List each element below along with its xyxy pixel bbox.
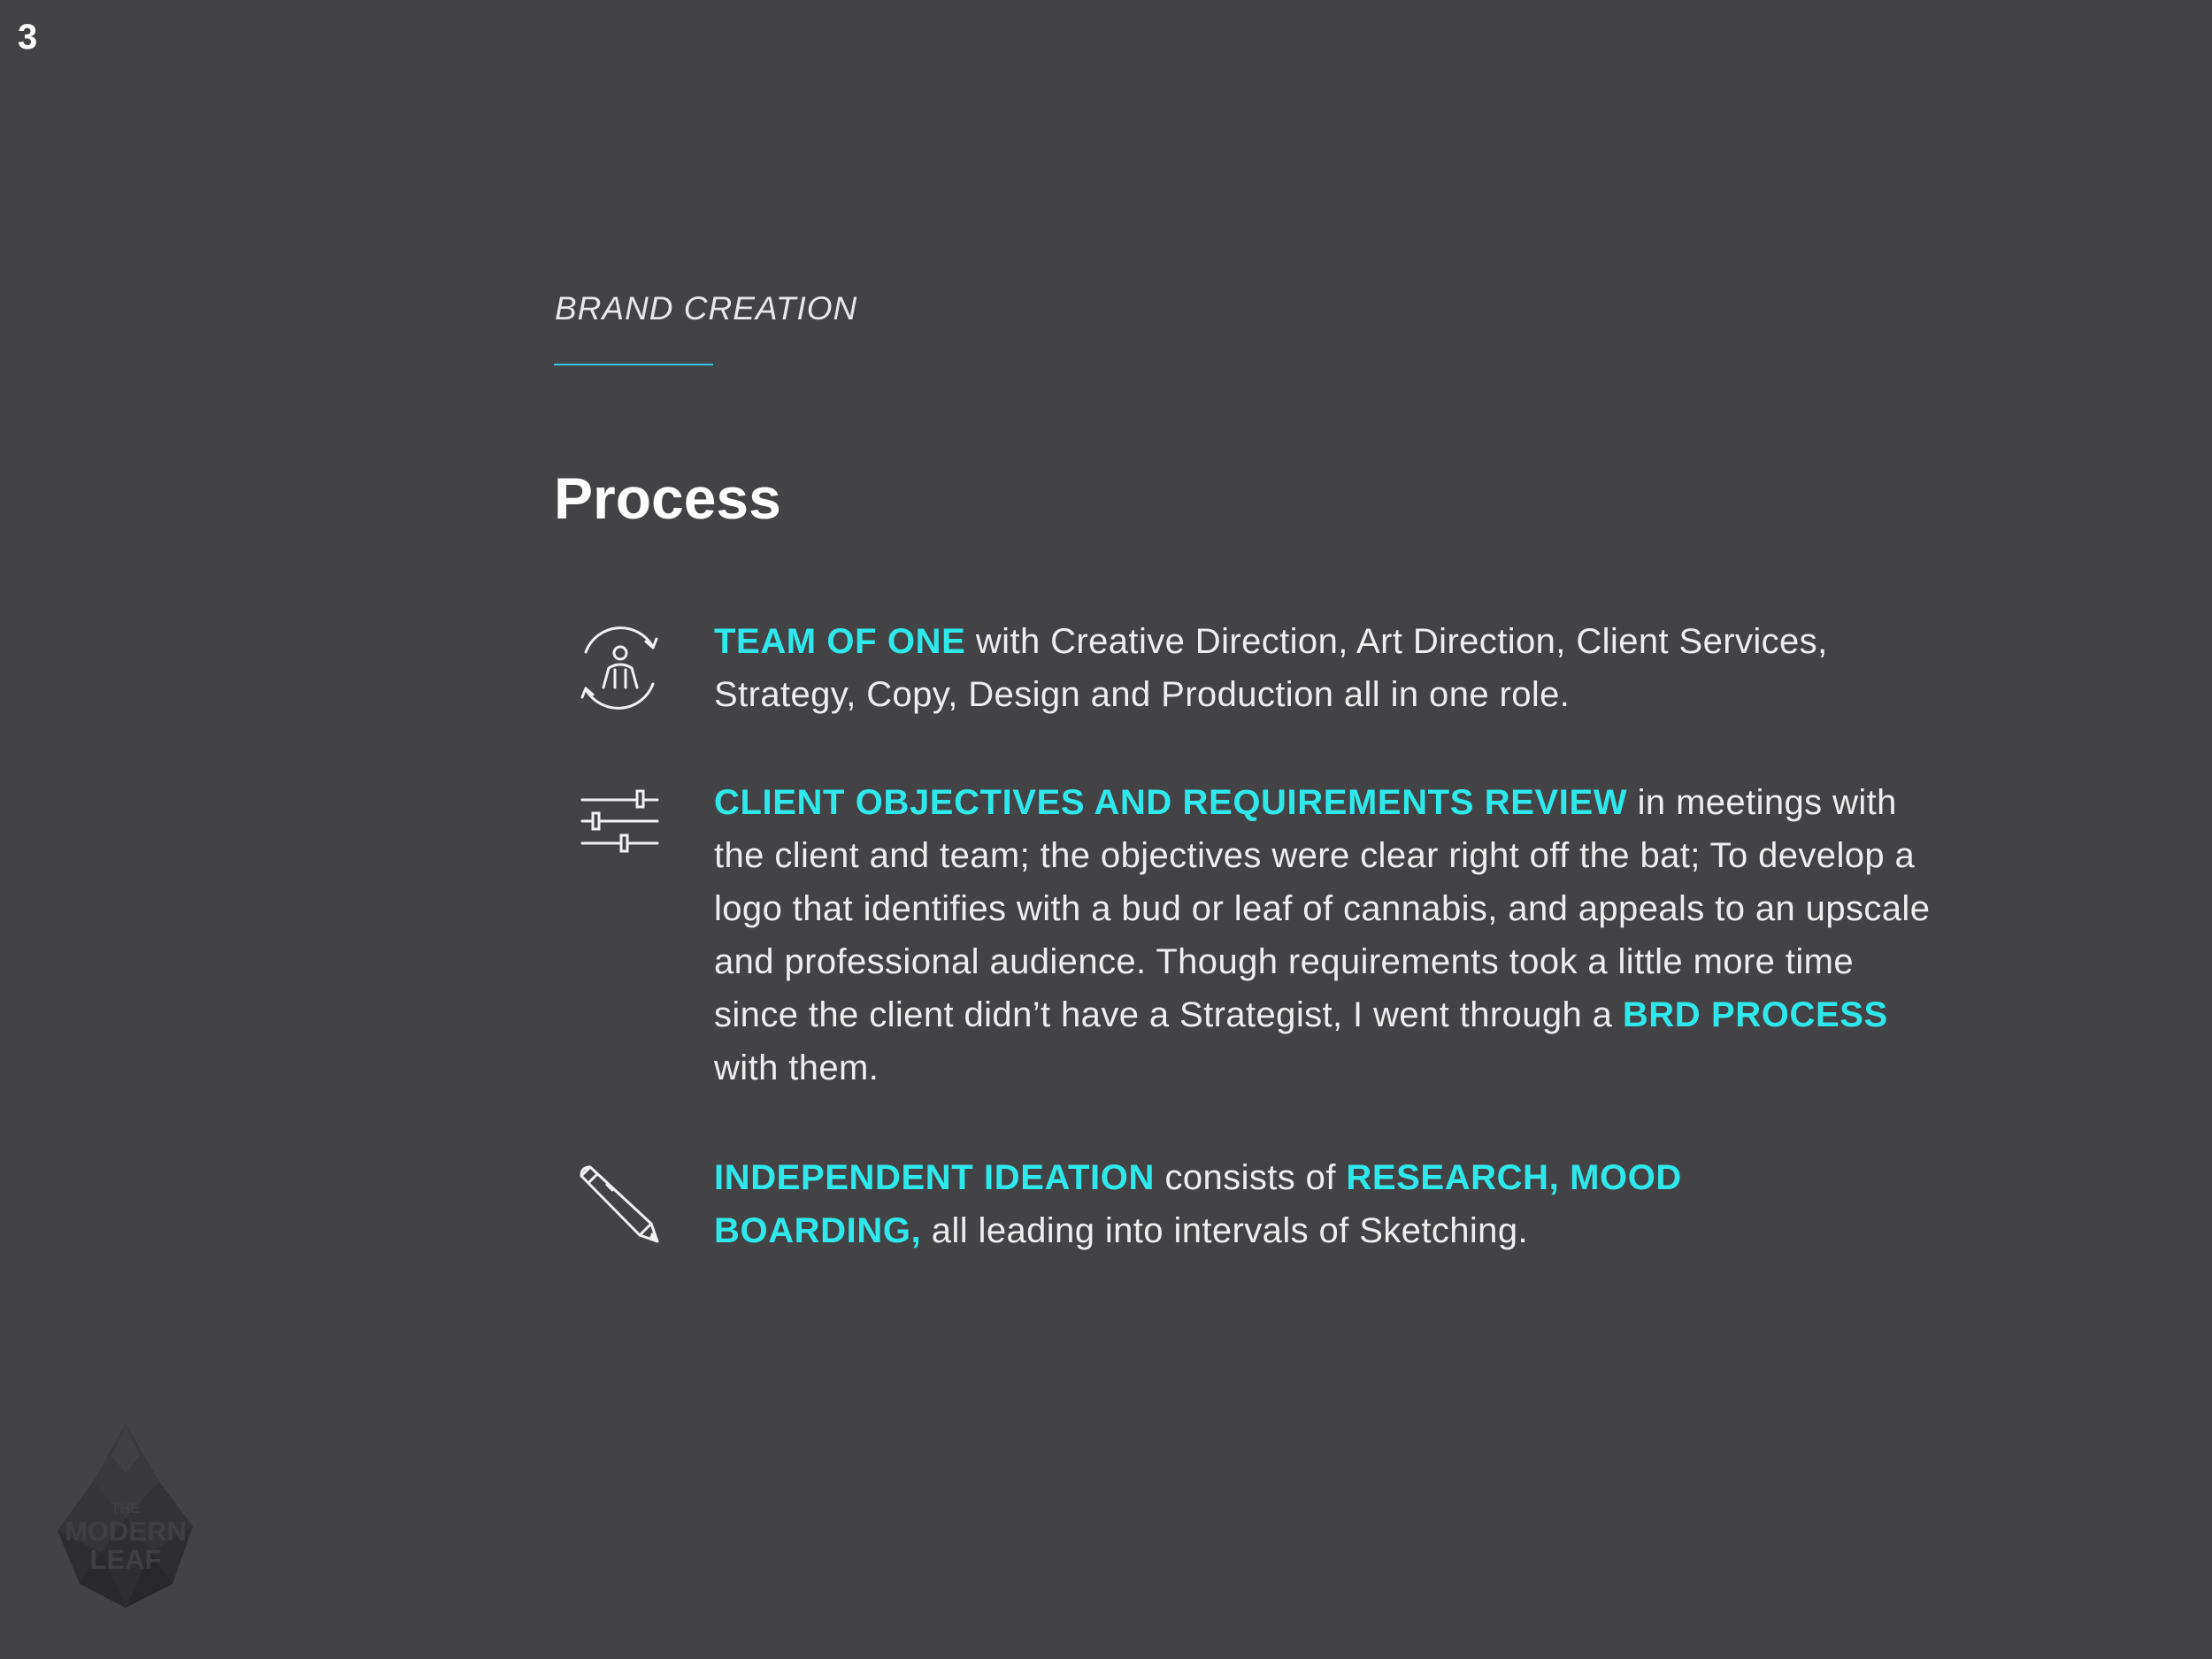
modern-leaf-logo <box>53 1420 199 1610</box>
page-number: 3 <box>18 18 38 57</box>
highlight-text: BRD PROCESS <box>1622 995 1888 1034</box>
body-text: all leading into intervals of Sketching. <box>921 1211 1528 1250</box>
pencil-icon <box>566 1151 672 1257</box>
highlight-text: CLIENT OBJECTIVES AND REQUIREMENTS REVIEW <box>714 783 1628 822</box>
logo-text-leaf: LEAF <box>89 1544 162 1575</box>
person-cycle-icon <box>566 615 672 721</box>
body-text: consists of <box>1154 1158 1347 1197</box>
sliders-icon <box>566 776 672 882</box>
page-title: Process <box>554 465 781 531</box>
logo-text-the: THE <box>111 1500 141 1517</box>
body-text: with them. <box>714 1048 879 1087</box>
body-text: with Creative Direction, Art Direction, Client Services, Strategy, Copy, Design and Production all in one role. <box>714 622 1828 714</box>
eyebrow-divider <box>554 364 713 365</box>
logo-text-modern: MODERN <box>65 1516 187 1547</box>
process-item-text <box>714 615 1935 721</box>
highlight-text: TEAM OF ONE <box>714 622 966 661</box>
process-item-text <box>714 1151 1864 1257</box>
highlight-text: INDEPENDENT IDEATION <box>714 1158 1155 1197</box>
process-item-text <box>714 776 1935 1094</box>
body-text: in meetings with the client and team; the objectives were clear right off the bat; To develop a logo that identifies with a bud or leaf of cannabis, and appeals to an upscale and professional audience. Though requirements took a little more time since the client didn’t have a Strategist, I went through a <box>714 783 1931 1034</box>
section-eyebrow: BRAND CREATION <box>555 290 858 326</box>
highlight-text: RESEARCH, MOOD BOARDING, <box>714 1158 1682 1250</box>
